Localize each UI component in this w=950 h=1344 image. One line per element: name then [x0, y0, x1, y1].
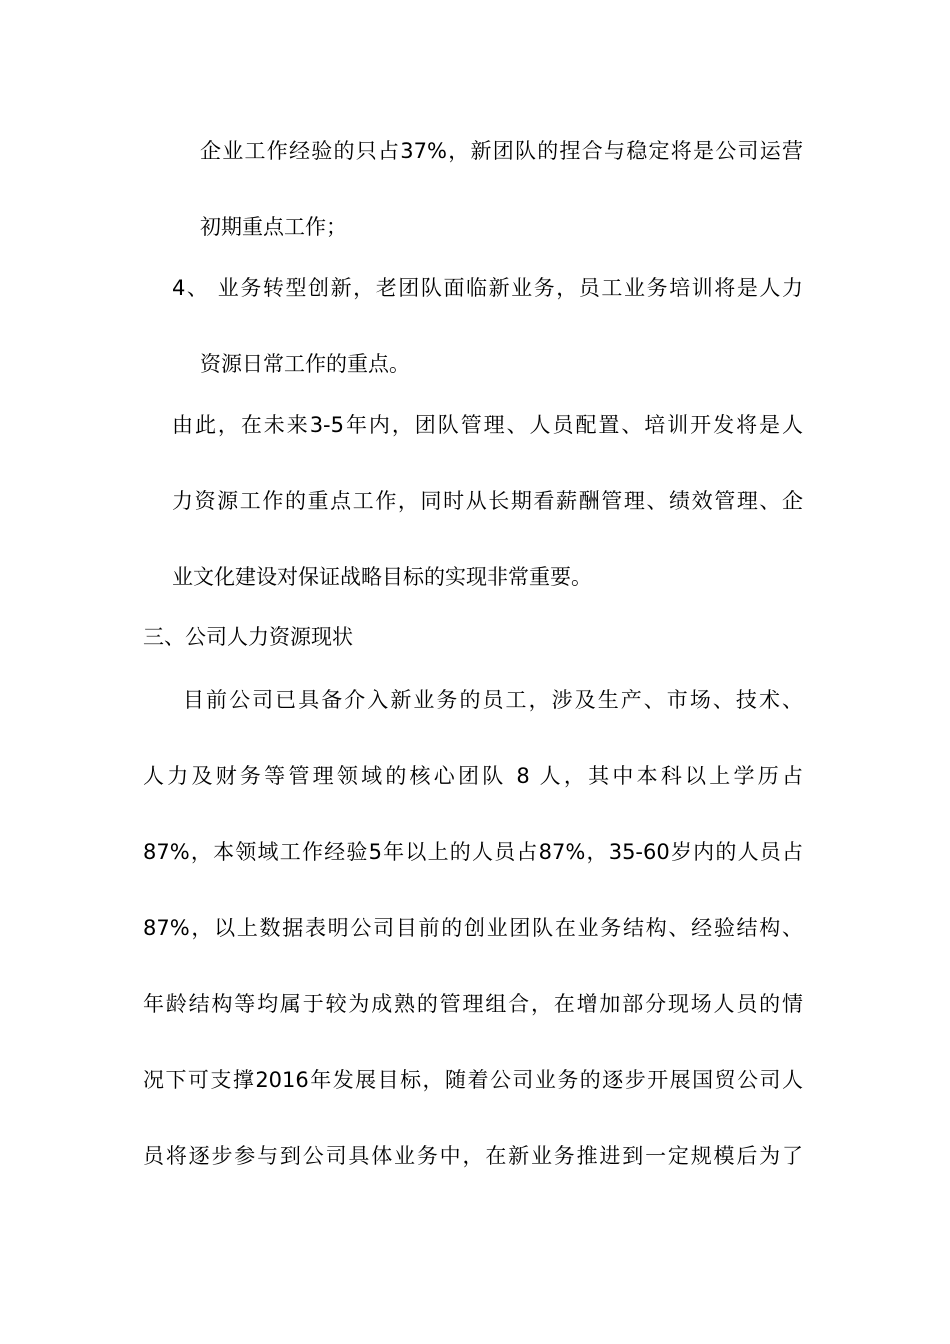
paragraph-line: 人力及财务等管理领域的核心团队 8 人，其中本科以上学历占 — [143, 764, 803, 788]
paragraph-line: 资源日常工作的重点。 — [200, 352, 410, 376]
paragraph-line: 况下可支撑2016年发展目标，随着公司业务的逐步开展国贸公司人 — [143, 1068, 803, 1092]
paragraph-line: 业文化建设对保证战略目标的实现非常重要。 — [172, 565, 592, 589]
paragraph-line: 员将逐步参与到公司具体业务中，在新业务推进到一定规模后为了 — [143, 1144, 803, 1168]
paragraph-line: 初期重点工作； — [200, 215, 347, 239]
paragraph-line: 87%，本领域工作经验5年以上的人员占87%，35-60岁内的人员占 — [143, 840, 803, 864]
paragraph-line: 87%，以上数据表明公司目前的创业团队在业务结构、经验结构、 — [143, 916, 803, 940]
paragraph-line: 由此，在未来3-5年内，团队管理、人员配置、培训开发将是人 — [172, 413, 803, 437]
list-item-line: 4、 业务转型创新，老团队面临新业务，员工业务培训将是人力 — [172, 276, 803, 300]
paragraph-line: 年龄结构等均属于较为成熟的管理组合，在增加部分现场人员的情 — [143, 992, 803, 1016]
paragraph-line: 目前公司已具备介入新业务的员工，涉及生产、市场、技术、 — [183, 688, 803, 712]
paragraph-line: 力资源工作的重点工作，同时从长期看薪酬管理、绩效管理、企 — [172, 489, 803, 513]
paragraph-line: 企业工作经验的只占37%，新团队的捏合与稳定将是公司运营 — [200, 139, 803, 163]
section-heading: 三、公司人力资源现状 — [143, 625, 353, 649]
